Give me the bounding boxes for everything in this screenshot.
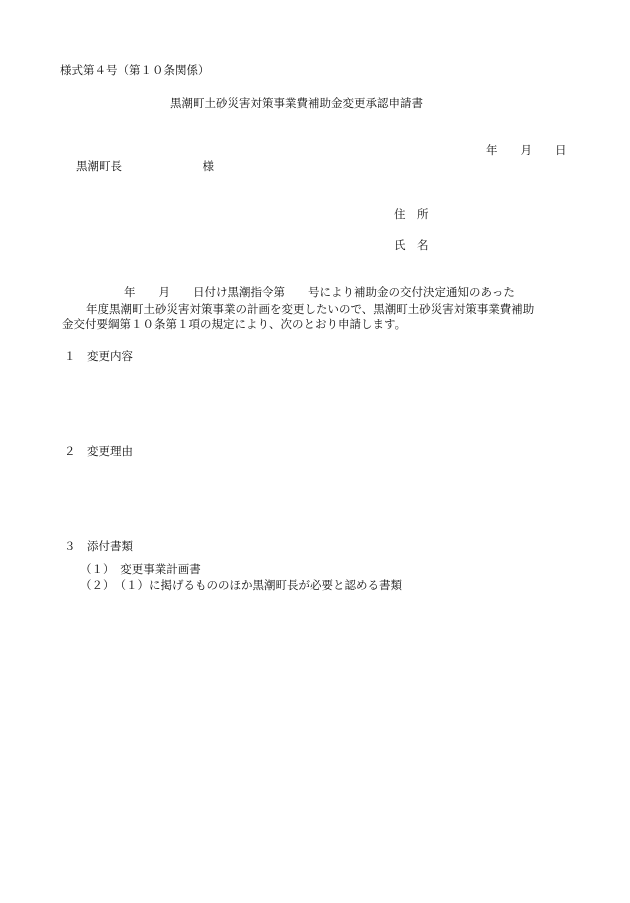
body-line: 年度黒潮町土砂災害対策事業の計画を変更したいので、黒潮町土砂災害対策事業費補助: [86, 302, 535, 316]
name-label: 氏 名: [394, 238, 429, 252]
body-line: 金交付要綱第１０条第１項の規定により、次のとおり申請します。: [62, 317, 407, 331]
body-line: 年 月 日付け黒潮指令第 号により補助金の交付決定通知のあった: [124, 285, 515, 299]
attachment-item: （２） （１）に掲げるもののほか黒潮町長が必要と認める書類: [80, 578, 402, 592]
section-heading-change-reason: ２ 変更理由: [64, 444, 133, 458]
form-number: 様式第４号（第１０条関係）: [60, 63, 210, 77]
document-title: 黒潮町土砂災害対策事業費補助金変更承認申請書: [170, 96, 423, 110]
section-heading-change-details: １ 変更内容: [64, 349, 133, 363]
addressee: 黒潮町長 様: [76, 159, 214, 173]
section-heading-attachments: ３ 添付書類: [64, 539, 133, 553]
address-label: 住 所: [394, 207, 429, 221]
date-line: 年 月 日: [486, 143, 567, 157]
attachment-item: （１） 変更事業計画書: [80, 562, 201, 576]
